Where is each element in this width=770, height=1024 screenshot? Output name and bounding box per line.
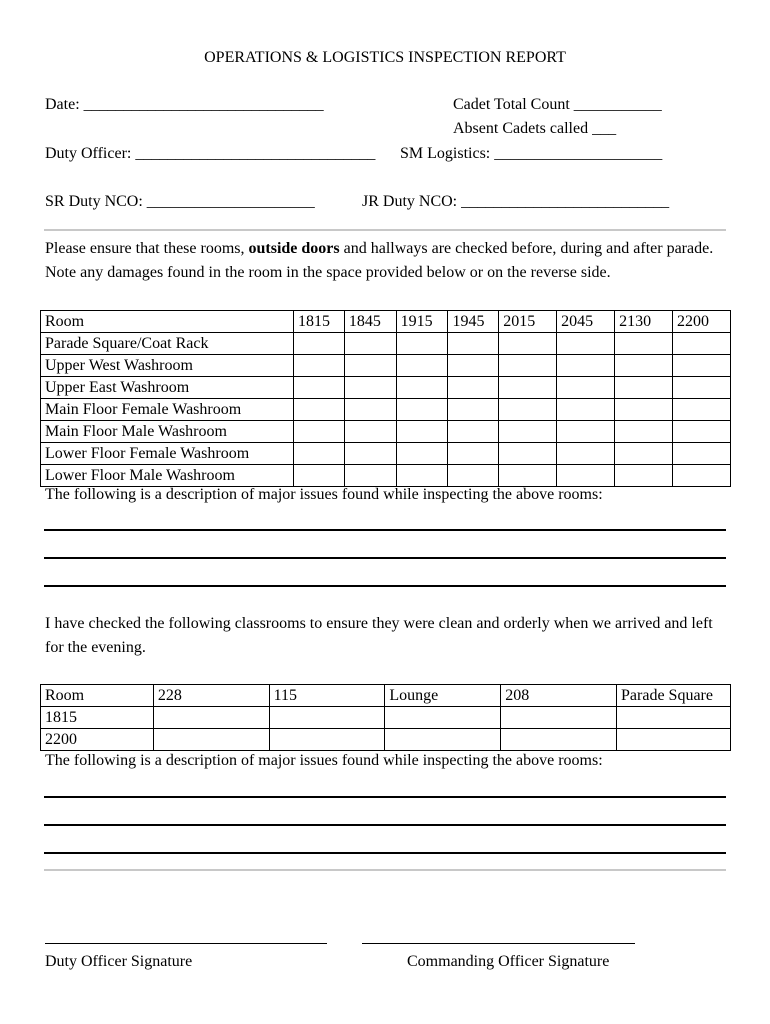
check-cell[interactable] — [499, 355, 557, 377]
check-cell[interactable] — [557, 377, 615, 399]
check-cell[interactable] — [294, 355, 345, 377]
sm-logistics-field[interactable]: SM Logistics: _____________________ — [400, 145, 663, 162]
check-cell[interactable] — [294, 377, 345, 399]
check-cell[interactable] — [615, 399, 673, 421]
table-row — [41, 333, 731, 355]
check-cell[interactable] — [344, 465, 396, 487]
check-cell[interactable] — [396, 333, 448, 355]
classroom-statement: I have checked the following classrooms to ensure they were clean and orderly when we arrived and left for the evening. — [45, 615, 713, 656]
table-row — [41, 443, 731, 465]
commanding-officer-signature-line[interactable] — [362, 943, 635, 944]
check-cell[interactable] — [396, 443, 448, 465]
table-header-row — [41, 685, 731, 707]
room-name: Main Floor Female Washroom — [41, 399, 294, 421]
check-cell[interactable] — [153, 729, 269, 751]
issues-label: The following is a description of major issues found while inspecting the above rooms: — [45, 486, 603, 503]
check-cell[interactable] — [448, 399, 499, 421]
column-header: 1945 — [448, 311, 499, 333]
column-header: Lounge — [385, 685, 501, 707]
time-label: 1815 — [41, 707, 154, 729]
check-cell[interactable] — [344, 333, 396, 355]
check-cell[interactable] — [344, 377, 396, 399]
column-header: 2130 — [615, 311, 673, 333]
column-header: Room — [41, 685, 154, 707]
time-label: 2200 — [41, 729, 154, 751]
classroom-table — [40, 684, 731, 751]
writing-line[interactable] — [44, 529, 726, 531]
table-row — [41, 355, 731, 377]
check-cell[interactable] — [396, 355, 448, 377]
check-cell[interactable] — [448, 355, 499, 377]
check-cell[interactable] — [448, 421, 499, 443]
table-header-row — [41, 311, 731, 333]
column-header: 1915 — [396, 311, 448, 333]
table-row — [41, 421, 731, 443]
check-cell[interactable] — [673, 333, 731, 355]
check-cell[interactable] — [673, 465, 731, 487]
check-cell[interactable] — [294, 333, 345, 355]
check-cell[interactable] — [557, 399, 615, 421]
room-name: Lower Floor Male Washroom — [41, 465, 294, 487]
check-cell[interactable] — [396, 399, 448, 421]
check-cell[interactable] — [557, 355, 615, 377]
table-row — [41, 729, 731, 751]
writing-line[interactable] — [44, 852, 726, 854]
divider — [44, 869, 726, 871]
check-cell[interactable] — [448, 443, 499, 465]
check-cell[interactable] — [344, 421, 396, 443]
room-name: Parade Square/Coat Rack — [41, 333, 294, 355]
room-name: Lower Floor Female Washroom — [41, 443, 294, 465]
check-cell[interactable] — [385, 707, 501, 729]
check-cell[interactable] — [617, 729, 731, 751]
check-cell[interactable] — [673, 355, 731, 377]
absent-cadets-field[interactable]: Absent Cadets called ___ — [453, 120, 617, 137]
check-cell[interactable] — [153, 707, 269, 729]
check-cell[interactable] — [557, 443, 615, 465]
check-cell[interactable] — [615, 421, 673, 443]
issues-label: The following is a description of major issues found while inspecting the above rooms: — [45, 752, 603, 769]
check-cell[interactable] — [499, 465, 557, 487]
check-cell[interactable] — [501, 707, 617, 729]
check-cell[interactable] — [448, 377, 499, 399]
instructions: Please ensure that these rooms, outside doors and hallways are checked before, during and after parade. Note any damages found in the room in the space provided below or on the reverse side. — [45, 240, 714, 281]
check-cell[interactable] — [269, 707, 385, 729]
divider — [44, 229, 726, 231]
check-cell[interactable] — [448, 333, 499, 355]
check-cell[interactable] — [615, 465, 673, 487]
check-cell[interactable] — [615, 333, 673, 355]
check-cell[interactable] — [448, 465, 499, 487]
jr-duty-nco-field[interactable]: JR Duty NCO: __________________________ — [362, 193, 670, 210]
check-cell[interactable] — [615, 377, 673, 399]
column-header: 228 — [153, 685, 269, 707]
room-name: Upper West Washroom — [41, 355, 294, 377]
column-header: 1845 — [344, 311, 396, 333]
column-header: 2015 — [499, 311, 557, 333]
check-cell[interactable] — [499, 443, 557, 465]
check-cell[interactable] — [557, 421, 615, 443]
table-row — [41, 465, 731, 487]
check-cell[interactable] — [501, 729, 617, 751]
cadet-total-field[interactable]: Cadet Total Count ___________ — [453, 96, 662, 113]
check-cell[interactable] — [396, 377, 448, 399]
check-cell[interactable] — [673, 377, 731, 399]
rooms-inspection-table — [40, 310, 731, 487]
column-header: Room — [41, 311, 294, 333]
column-header: 2045 — [557, 311, 615, 333]
check-cell[interactable] — [294, 421, 345, 443]
check-cell[interactable] — [385, 729, 501, 751]
check-cell[interactable] — [499, 421, 557, 443]
column-header: 1815 — [294, 311, 345, 333]
duty-officer-signature-line[interactable] — [45, 943, 327, 944]
check-cell[interactable] — [557, 465, 615, 487]
column-header: 208 — [501, 685, 617, 707]
page-title: OPERATIONS & LOGISTICS INSPECTION REPORT — [204, 49, 566, 66]
writing-line[interactable] — [44, 585, 726, 587]
check-cell[interactable] — [344, 399, 396, 421]
writing-line[interactable] — [44, 796, 726, 798]
room-name: Main Floor Male Washroom — [41, 421, 294, 443]
check-cell[interactable] — [294, 465, 345, 487]
writing-line[interactable] — [44, 824, 726, 826]
check-cell[interactable] — [615, 355, 673, 377]
duty-officer-field[interactable]: Duty Officer: ______________________________ — [45, 145, 376, 162]
check-cell[interactable] — [396, 465, 448, 487]
check-cell[interactable] — [615, 443, 673, 465]
check-cell[interactable] — [344, 443, 396, 465]
check-cell[interactable] — [294, 399, 345, 421]
table-row — [41, 377, 731, 399]
check-cell[interactable] — [269, 729, 385, 751]
check-cell[interactable] — [617, 707, 731, 729]
check-cell[interactable] — [294, 443, 345, 465]
check-cell[interactable] — [499, 333, 557, 355]
check-cell[interactable] — [396, 421, 448, 443]
check-cell[interactable] — [499, 377, 557, 399]
writing-line[interactable] — [44, 557, 726, 559]
commanding-officer-signature-label: Commanding Officer Signature — [407, 953, 610, 970]
check-cell[interactable] — [673, 421, 731, 443]
sr-duty-nco-field[interactable]: SR Duty NCO: _____________________ — [45, 193, 315, 210]
column-header: 115 — [269, 685, 385, 707]
duty-officer-signature-label: Duty Officer Signature — [45, 953, 193, 970]
check-cell[interactable] — [557, 333, 615, 355]
column-header: Parade Square — [617, 685, 731, 707]
check-cell[interactable] — [499, 399, 557, 421]
table-row — [41, 707, 731, 729]
room-name: Upper East Washroom — [41, 377, 294, 399]
column-header: 2200 — [673, 311, 731, 333]
check-cell[interactable] — [344, 355, 396, 377]
date-field[interactable]: Date: ______________________________ — [45, 96, 324, 113]
check-cell[interactable] — [673, 443, 731, 465]
check-cell[interactable] — [673, 399, 731, 421]
table-row — [41, 399, 731, 421]
